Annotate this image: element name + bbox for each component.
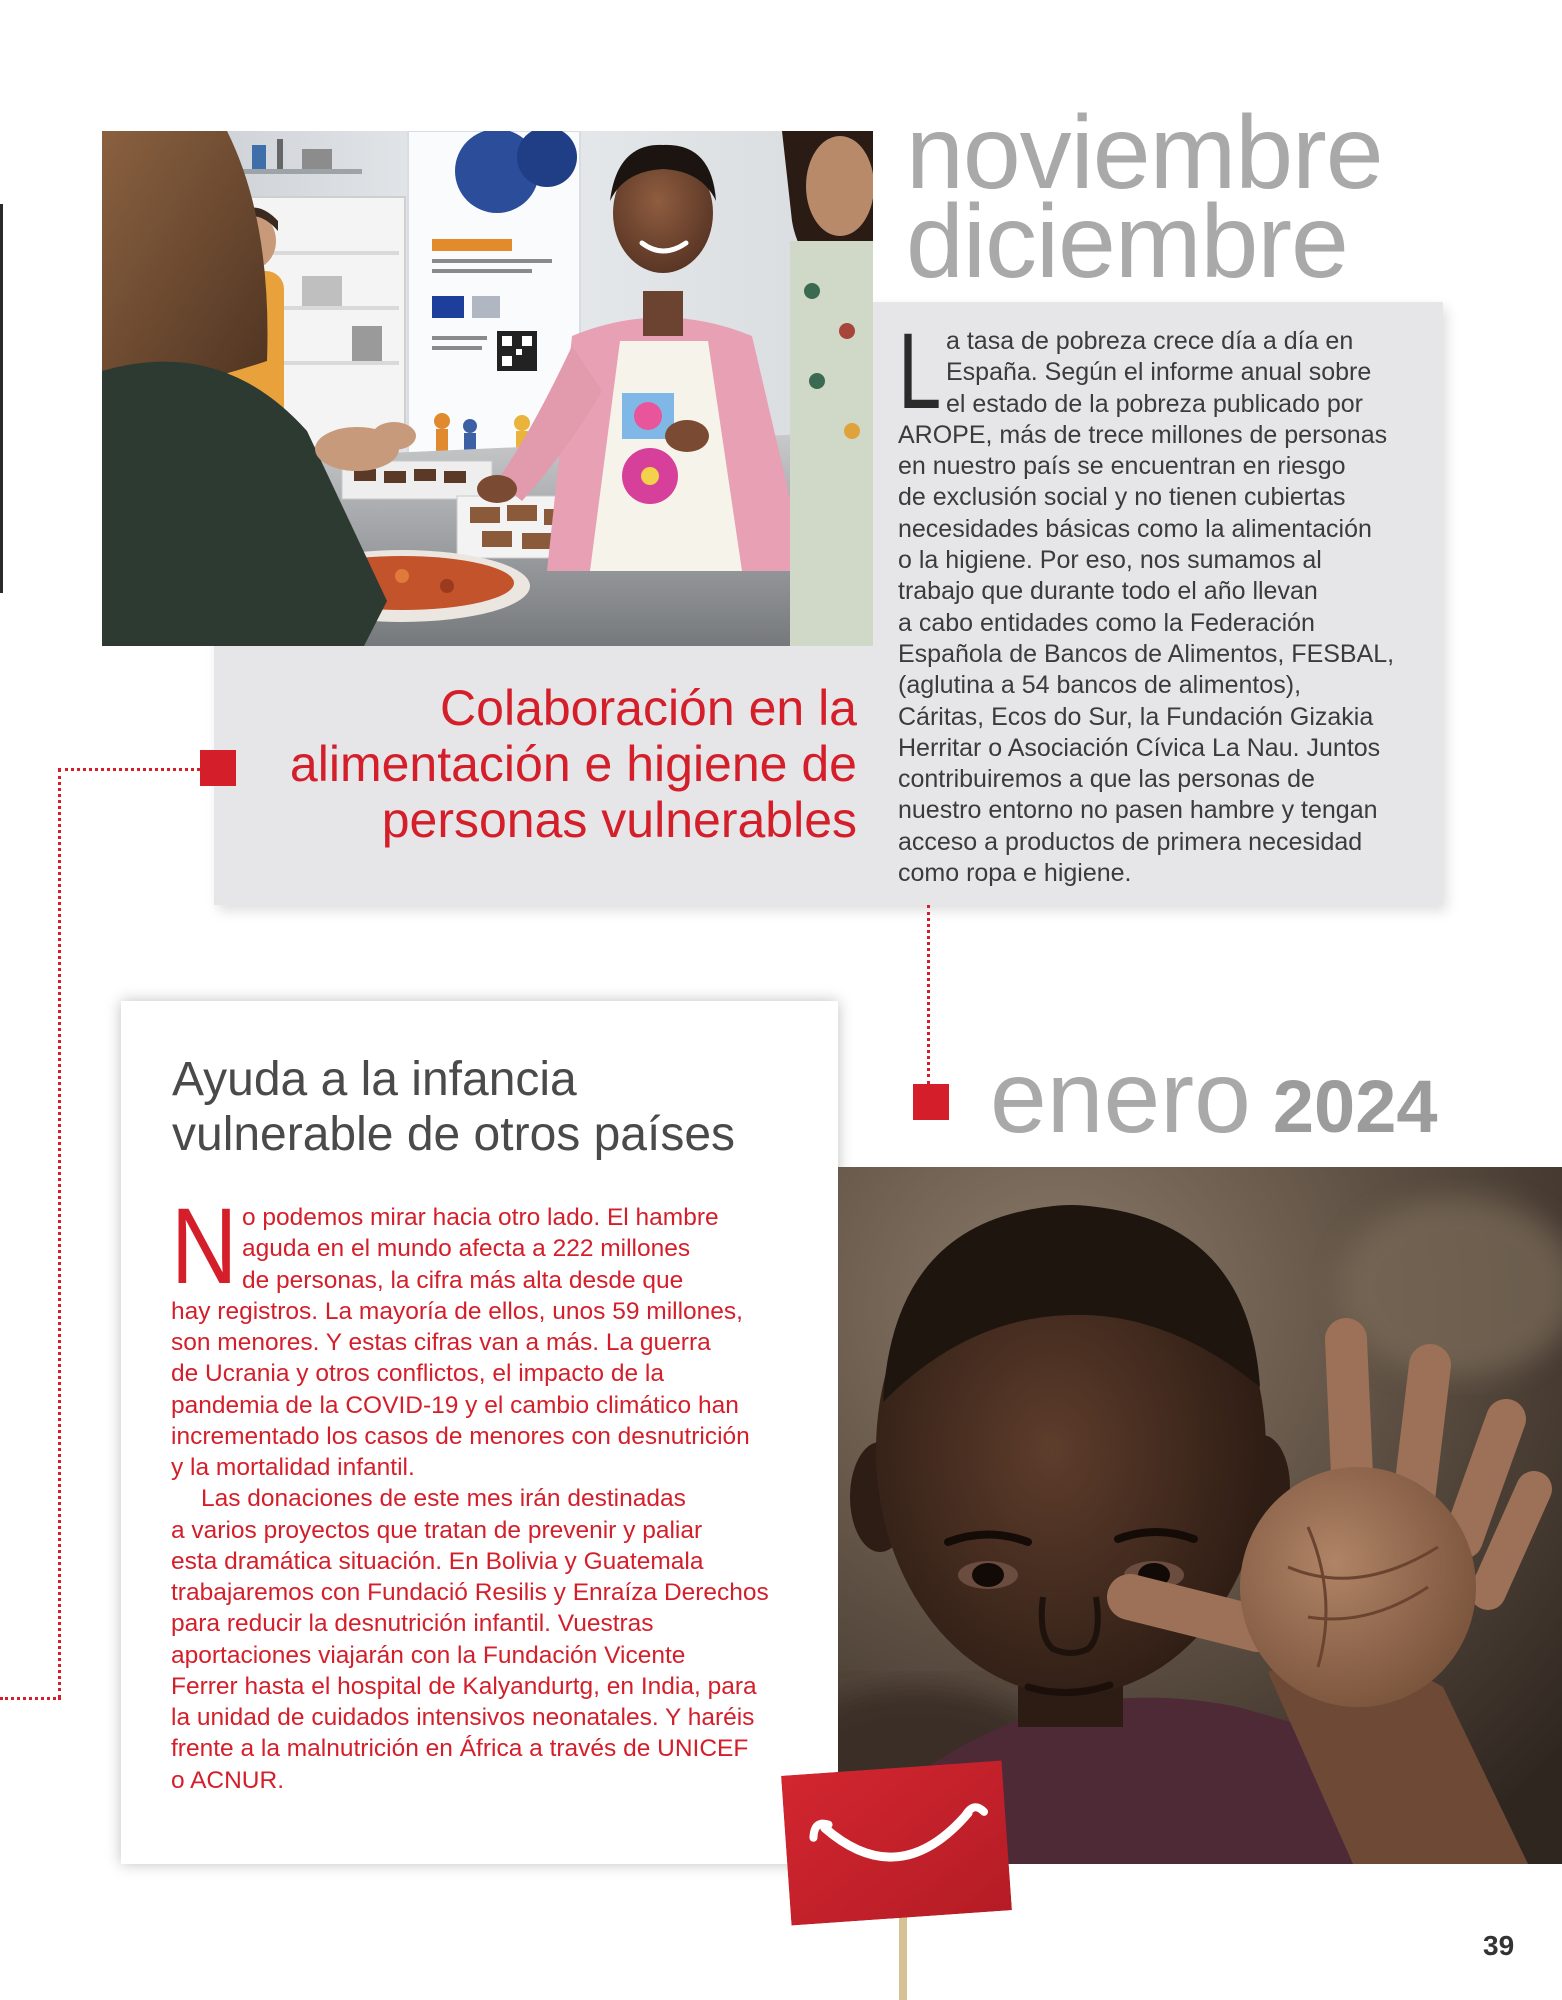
body-line: trabajaremos con Fundació Resilis y Enraíza Derechos — [171, 1579, 769, 1606]
body-line: incrementado los casos de menores con desnutrición — [171, 1422, 750, 1450]
body-text-nov-dec — [898, 310, 1443, 889]
body-line: España. Según el informe anual sobre — [946, 358, 1372, 387]
body-line: a cabo entidades como la Federación — [898, 608, 1315, 637]
body-line: son menores. Y estas cifras van a más. La guerra — [171, 1329, 711, 1356]
title-line: alimentación e higiene de — [289, 736, 857, 792]
body-line: necesidades básicas como la alimentación — [898, 514, 1372, 543]
child-photo — [838, 1167, 1562, 1864]
year-label: 2024 — [1272, 1065, 1438, 1148]
body-line: Cáritas, Ecos do Sur, la Fundación Gizakia — [898, 702, 1374, 731]
body-line: Las donaciones de este mes irán destinadas — [201, 1485, 686, 1513]
body-line: en nuestro país se encuentran en riesgo — [898, 452, 1346, 481]
body-paragraph — [171, 1483, 801, 1796]
dotted-connector — [58, 769, 61, 1698]
body-line: o podemos mirar hacia otro lado. El hambre — [242, 1204, 719, 1231]
month-heading-january — [990, 1040, 1438, 1158]
sign-stick — [899, 1912, 907, 2000]
dotted-connector — [58, 768, 200, 771]
body-line: pandemia de la COVID-19 y el cambio climático han — [171, 1391, 739, 1419]
body-text-january — [171, 1185, 801, 1796]
body-line: de personas, la cifra más alta desde que — [242, 1266, 684, 1294]
body-line: acceso a productos de primera necesidad — [898, 827, 1363, 856]
body-line: hay registros. La mayoría de ellos, unos 59 millones, — [171, 1297, 743, 1325]
body-line: como ropa e higiene. — [898, 859, 1132, 888]
red-square-marker — [200, 750, 236, 786]
body-line: la unidad de cuidados intensivos neonatales. Y haréis — [171, 1704, 755, 1731]
month-heading-line: diciembre — [906, 184, 1348, 300]
body-line: Herritar o Asociación Cívica La Nau. Juntos — [898, 733, 1381, 762]
body-line: de exclusión social y no tienen cubiertas — [898, 483, 1346, 512]
title-line: vulnerable de otros países — [172, 1108, 736, 1161]
body-line: (aglutina a 54 bancos de alimentos), — [898, 671, 1302, 700]
body-line: esta dramática situación. En Bolivia y Guatemala — [171, 1547, 704, 1575]
month-heading-nov-dec — [906, 95, 1383, 300]
page-number: 39 — [1483, 1930, 1515, 1961]
body-line: Española de Bancos de Alimentos, FESBAL, — [898, 639, 1395, 668]
body-line: a tasa de pobreza crece día a día en — [946, 327, 1354, 355]
body-line: y la mortalidad infantil. — [171, 1454, 415, 1481]
smile-sign-icon — [781, 1760, 1012, 1925]
month-heading-line: noviembre — [906, 95, 1383, 211]
title-line: personas vulnerables — [381, 792, 857, 848]
body-line: AROPE, más de trece millones de personas — [898, 420, 1388, 449]
title-line: Ayuda a la infancia — [172, 1053, 577, 1106]
page-edge-strip — [0, 204, 3, 593]
body-line: nuestro entorno no pasen hambre y tengan — [898, 796, 1378, 825]
body-line: trabajo que durante todo el año llevan — [898, 577, 1318, 606]
body-paragraph — [171, 1202, 801, 1483]
body-line: o la higiene. Por eso, nos sumamos al — [898, 546, 1322, 575]
month-label: enero — [990, 1040, 1251, 1154]
body-line: aguda en el mundo afecta a 222 millones — [242, 1235, 691, 1263]
section-title-nov-dec — [240, 680, 857, 848]
kitchen-photo — [102, 131, 873, 646]
body-line: Ferrer hasta el hospital de Kalyandurtg, en India, para — [171, 1672, 757, 1700]
body-line: de Ucrania y otros conflictos, el impacto de la — [171, 1360, 664, 1388]
section-title-january — [172, 1052, 735, 1162]
body-line: el estado de la pobreza publicado por — [946, 389, 1363, 418]
dotted-connector — [0, 1697, 61, 1700]
body-line: para reducir la desnutrición infantil. Vuestras — [171, 1610, 654, 1638]
dotted-connector — [927, 905, 930, 1084]
drop-cap — [171, 1185, 242, 1306]
title-line: Colaboración en la — [440, 680, 857, 736]
drop-cap-letter: N — [171, 1185, 238, 1306]
body-line: a varios proyectos que tratan de prevenir y paliar — [171, 1516, 703, 1544]
body-line: aportaciones viajarán con la Fundación Vicente — [171, 1641, 686, 1669]
drop-cap-letter: L — [898, 310, 942, 431]
body-line: contribuiremos a que las personas de — [898, 765, 1315, 794]
body-line: o ACNUR. — [171, 1766, 285, 1794]
body-paragraph — [898, 326, 1443, 889]
drop-cap — [898, 310, 946, 431]
red-square-marker — [913, 1084, 949, 1120]
body-line: frente a la malnutrición en África a través de UNICEF — [171, 1735, 749, 1763]
